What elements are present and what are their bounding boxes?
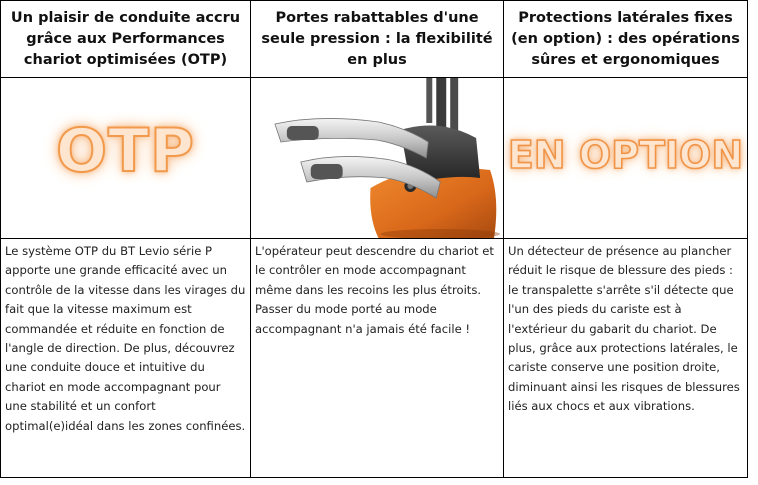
en-option-logo-text: EN OPTION (507, 133, 744, 177)
image-cell-doors (251, 78, 504, 239)
image-cell-protections (504, 78, 748, 239)
column-title: Portes rabattables d'une seule pression : la flexibilité en plus (261, 9, 493, 68)
image-row (1, 78, 748, 239)
header-cell-protections (504, 1, 748, 78)
header-cell-doors (251, 1, 504, 78)
header-row (1, 1, 748, 78)
body-cell-protections (504, 239, 748, 478)
column-description: L'opérateur peut descendre du chariot et le contrôler en mode accompagnant même dans les recoins les plus étroits. Passer du mode porté au mode accompagnant n'a jamais été facile ! (255, 244, 494, 336)
column-description: Le système OTP du BT Levio série P apporte une grande efficacité avec un contrôle de la vitesse dans les virages du fait que la vitesse maximum est commandée et réduite en fonction de l'angle de direction. De plus, découvrez une conduite douce et intuitive du chariot en mode accompagnant pour une stabilité et un confort optimal(e)idéal dans les zones confinées. (5, 244, 246, 433)
body-row (1, 239, 748, 478)
body-cell-otp (1, 239, 251, 478)
column-description: Un détecteur de présence au plancher réduit le risque de blessure des pieds : le transpalette s'arrête s'il détecte que l'un des pieds du cariste est à l'extérieur du gabarit du chariot. De plus, grâce aux protections latérales, le cariste conserve une position droite, diminuant ainsi les risques de blessures liés aux chocs et aux vibrations. (508, 244, 740, 414)
image-cell-otp (1, 78, 251, 239)
column-title: Protections latérales fixes (en option) : des opérations sûres et ergonomiques (511, 9, 740, 68)
truck-handle-photo (251, 78, 503, 238)
column-title: Un plaisir de conduite accru grâce aux Performances chariot optimisées (OTP) (10, 9, 241, 68)
otp-logo-text: OTP (56, 116, 195, 186)
body-cell-doors (251, 239, 504, 478)
header-cell-otp (1, 1, 251, 78)
